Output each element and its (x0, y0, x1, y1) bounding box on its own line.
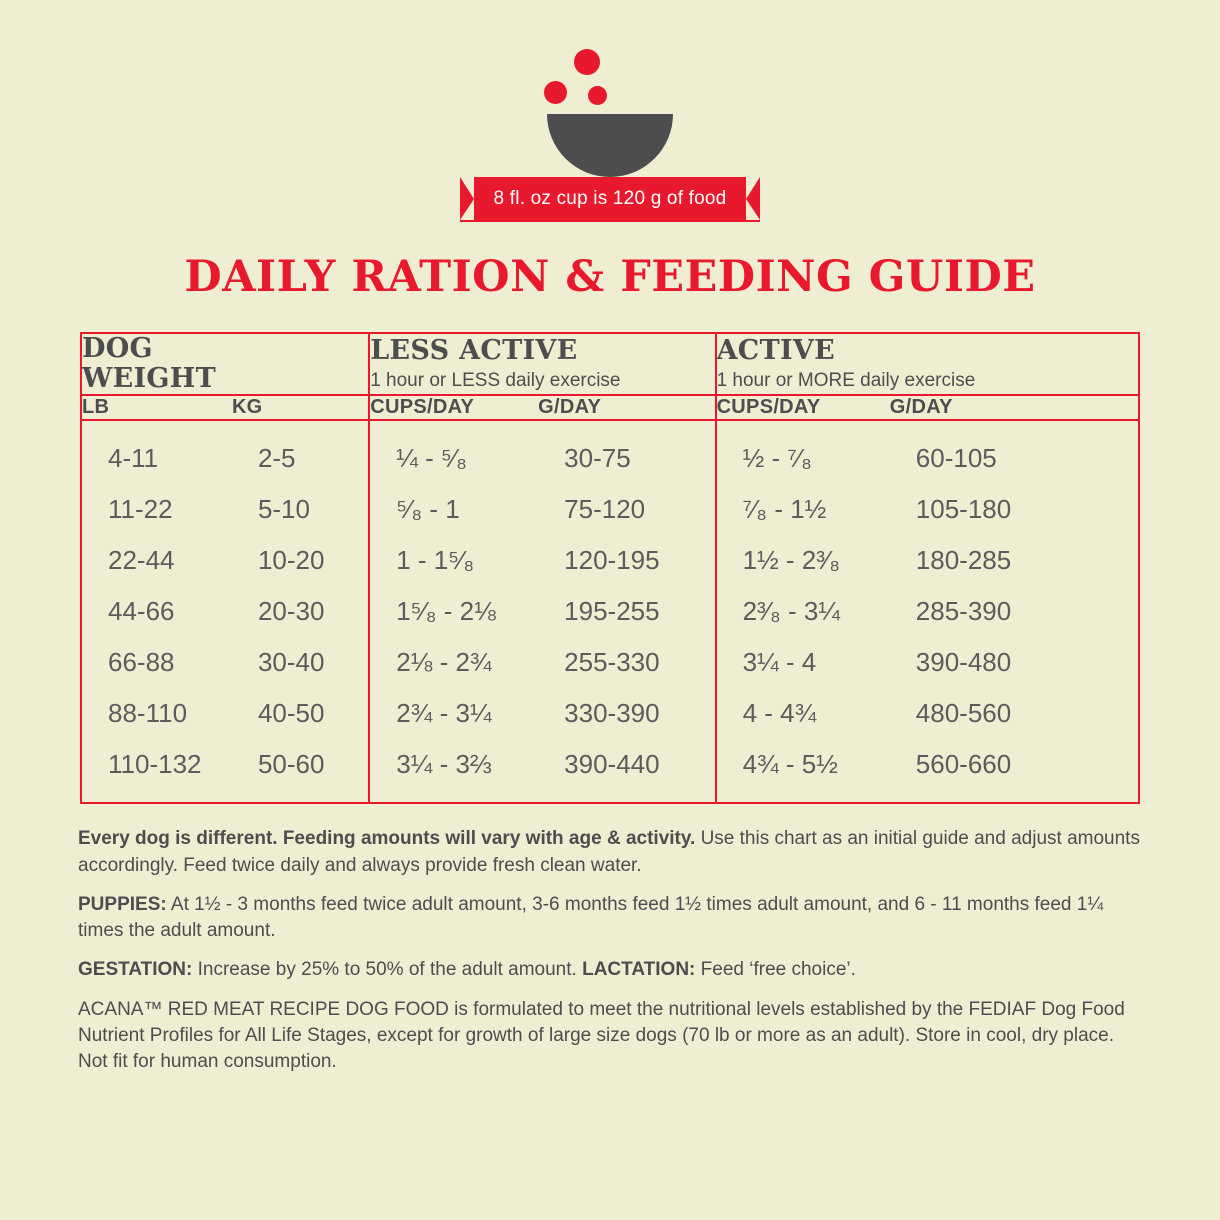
cell-lessactive-cups: ¼ - ⁵⁄₈ (369, 420, 538, 484)
cell-lb: 88-110 (108, 698, 188, 729)
cell-kg: 50-60 (257, 749, 325, 780)
column-header-lessactive-grams: G/DAY (538, 395, 715, 420)
page-title: DAILY RATION & FEEDING GUIDE (184, 252, 1036, 302)
column-header-active-cups: CUPS/DAY (716, 395, 890, 420)
column-header-active-grams: G/DAY (890, 395, 1138, 420)
cell-lessactive-grams: 390-440 (564, 749, 660, 780)
cell-kg: 40-50 (257, 698, 325, 729)
note-puppies-label: PUPPIES: (78, 893, 167, 915)
column-header-lessactive-cups: CUPS/DAY (369, 395, 538, 420)
group-title-line1: DOG (82, 333, 153, 364)
group-title-line2: WEIGHT (82, 363, 216, 395)
column-header-lb: LB (82, 395, 232, 420)
cell-kg: 10-20 (257, 545, 325, 576)
cell-active-cups: 1½ - 2³⁄₈ (716, 535, 890, 586)
bowl-shape-icon (547, 114, 673, 177)
logo-container (0, 0, 1220, 171)
cell-lessactive-grams: 195-255 (564, 596, 660, 627)
group-title: LESS ACTIVE (370, 335, 578, 367)
group-header-dog-weight (82, 334, 369, 395)
feeding-table-container (80, 332, 1140, 804)
cell-active-cups: 4 - 4¾ (716, 688, 890, 739)
note-general-emphasis: Every dog is different. Feeding amounts will vary with age & activity. (78, 828, 696, 850)
cup-conversion-ribbon: 8 fl. oz cup is 120 g of food (460, 177, 761, 222)
cell-active-cups: 4¾ - 5½ (716, 739, 890, 802)
cell-lessactive-grams: 330-390 (564, 698, 660, 729)
cell-lessactive-cups: ⁵⁄₈ - 1 (369, 484, 538, 535)
note-lactation-text: Feed ‘free choice’. (695, 959, 856, 981)
cell-lessactive-cups: 1⁵⁄₈ - 2⅛ (369, 586, 538, 637)
cell-active-grams: 180-285 (915, 545, 1012, 576)
kibble-dot-icon (544, 81, 567, 104)
note-gestation-text: Increase by 25% to 50% of the adult amount. (192, 959, 583, 981)
cell-lessactive-grams: 120-195 (564, 545, 660, 576)
kibble-dot-icon (588, 86, 607, 105)
table-row (82, 688, 1138, 739)
cell-kg: 2-5 (257, 443, 296, 474)
cell-lessactive-cups: 2⅛ - 2¾ (369, 637, 538, 688)
cell-lb: 22-44 (108, 545, 175, 576)
cell-active-grams: 60-105 (915, 443, 997, 474)
cell-active-grams: 105-180 (915, 494, 1012, 525)
cell-lb: 66-88 (108, 647, 175, 678)
cell-kg: 30-40 (257, 647, 325, 678)
kibble-dot-icon (574, 49, 600, 75)
note-general (78, 826, 1142, 878)
cell-active-cups: ½ - ⁷⁄₈ (716, 420, 890, 484)
note-lactation-label: LACTATION: (582, 959, 696, 981)
cell-kg: 20-30 (257, 596, 325, 627)
note-general-text: Use this chart as an initial guide and adjust amounts accordingly. Feed twice daily and always provide fresh clean water. (78, 828, 1140, 876)
note-legal: ACANA™ RED MEAT RECIPE DOG FOOD is formulated to meet the nutritional levels established by the FEDIAF Dog Food Nutrient Profiles for All Life Stages, except for growth of large size dogs (70 lb or more as an adult). Store in cool, dry place. Not fit for human consumption. (78, 998, 1125, 1072)
feeding-table (82, 334, 1138, 802)
group-subtitle: 1 hour or MORE daily exercise (716, 370, 976, 392)
column-header-kg: KG (232, 395, 369, 420)
table-row (82, 420, 1138, 484)
cell-lb: 44-66 (108, 596, 175, 627)
cell-lessactive-cups: 1 - 1⁵⁄₈ (369, 535, 538, 586)
table-row (82, 535, 1138, 586)
ribbon-container (0, 177, 1220, 222)
group-title: ACTIVE (716, 335, 836, 367)
cell-active-cups: 3¼ - 4 (716, 637, 890, 688)
note-puppies (78, 892, 1142, 944)
cell-lessactive-grams: 75-120 (564, 494, 646, 525)
cell-active-grams: 390-480 (915, 647, 1012, 678)
table-body (82, 420, 1138, 802)
cell-lb: 11-22 (108, 494, 173, 525)
table-row (82, 637, 1138, 688)
group-subtitle: 1 hour or LESS daily exercise (370, 370, 621, 392)
cell-lessactive-cups: 2¾ - 3¼ (369, 688, 538, 739)
note-gestation-label: GESTATION: (78, 959, 193, 981)
cell-active-grams: 285-390 (915, 596, 1012, 627)
group-header-less-active (369, 334, 715, 395)
table-group-header-row (82, 334, 1138, 395)
note-puppies-text: At 1½ - 3 months feed twice adult amount, 3-6 months feed 1½ times adult amount, and 6 - 11 months feed 1¼ times the adult amount. (78, 893, 1104, 942)
cell-lb: 110-132 (108, 749, 202, 780)
group-header-active (716, 334, 1138, 395)
cell-kg: 5-10 (257, 494, 310, 525)
cell-active-grams: 480-560 (915, 698, 1012, 729)
table-row (82, 586, 1138, 637)
notes-section (78, 826, 1142, 1075)
table-column-header-row (82, 395, 1138, 420)
cell-lessactive-cups: 3¼ - 3⅔ (369, 739, 538, 802)
cell-active-cups: ⁷⁄₈ - 1½ (716, 484, 890, 535)
table-row (82, 739, 1138, 802)
cell-active-cups: 2³⁄₈ - 3¼ (716, 586, 890, 637)
cell-lb: 4-11 (108, 443, 159, 474)
table-row (82, 484, 1138, 535)
cell-lessactive-grams: 30-75 (564, 443, 631, 474)
food-bowl-icon (525, 36, 695, 171)
cell-active-grams: 560-660 (915, 749, 1012, 780)
note-gestation-lactation (78, 957, 1142, 983)
cell-lessactive-grams: 255-330 (564, 647, 660, 678)
